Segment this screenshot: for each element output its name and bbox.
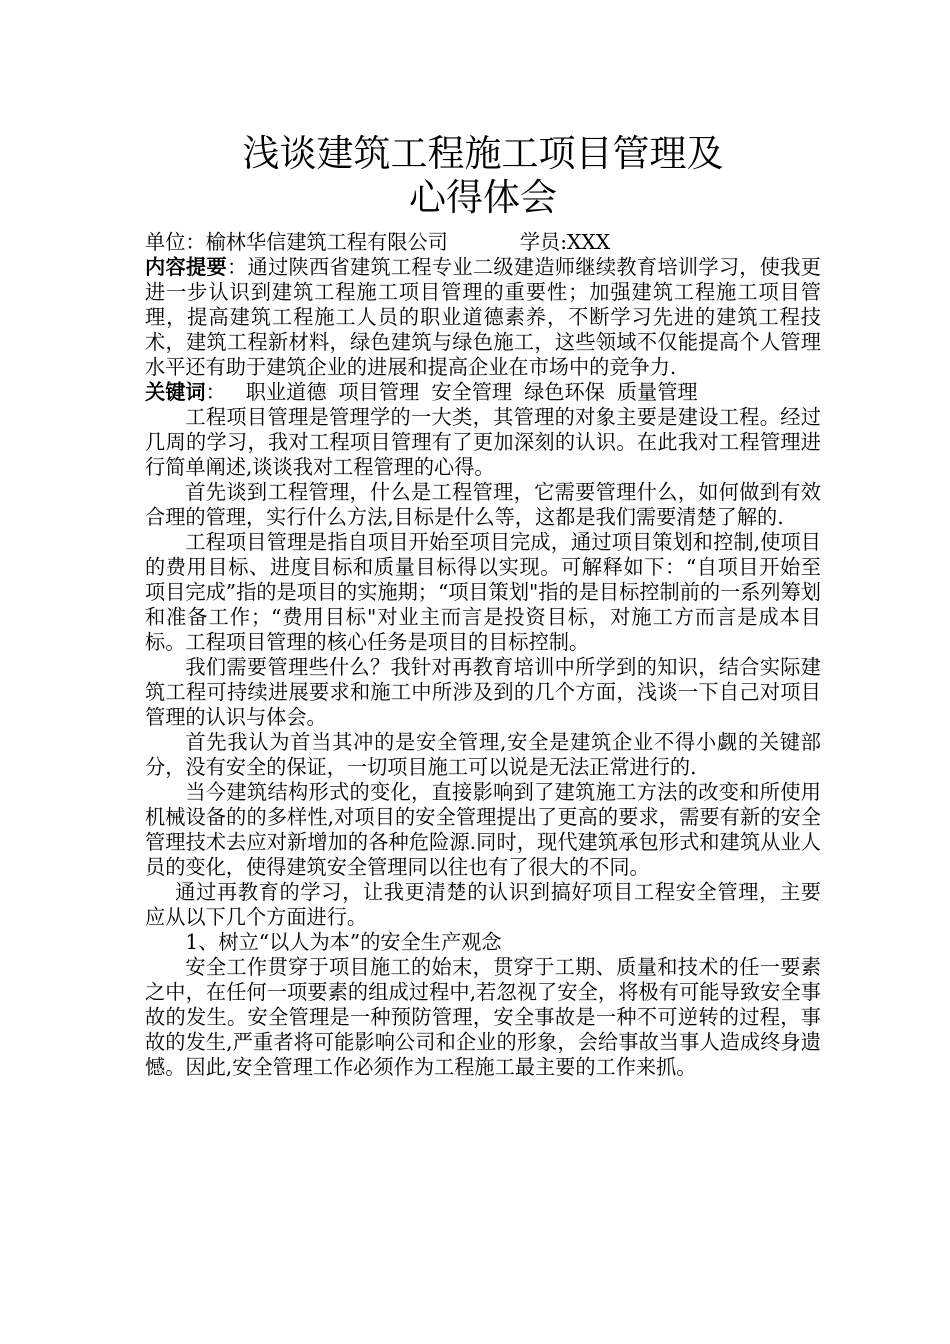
paragraph: 工程项目管理是管理学的一大类，其管理的对象主要是建设工程。经过几周的学习，我对工程项目管理有了更加深刻的认识。在此我对工程管理进行简单阐述,谈谈我对工程管理的心得。 — [145, 405, 821, 479]
paragraph: 安全工作贯穿于项目施工的始末，贯穿于工期、质量和技术的任一要素之中，在任何一项要素的组成过程中,若忽视了安全，将极有可能导致安全事故的发生。安全管理是一种预防管理，安全事故是一种不可逆转的过程，事故的发生,严重者将可能影响公司和企业的形象，会给事故当事人造成终身遗憾。因此,安全管理工作必须作为工程施工最主要的工作来抓。 — [145, 955, 821, 1079]
paragraph: 我们需要管理些什么？我针对再教育培训中所学到的知识，结合实际建筑工程可持续进展要求和施工中所涉及到的几个方面，浅谈一下自己对项目管理的认识与体会。 — [145, 655, 821, 729]
unit-text: 单位：榆林华信建筑工程有限公司 — [145, 230, 448, 254]
author-info — [145, 230, 821, 255]
student-text: 学员:XXX — [519, 230, 611, 254]
title-line-2: 心得体会 — [409, 176, 557, 219]
paragraph: 通过再教育的学习，让我更清楚的认识到搞好项目工程安全管理，主要应从以下几个方面进行。 — [145, 880, 821, 929]
title-line-1: 浅谈建筑工程施工项目管理及 — [242, 132, 724, 175]
abstract-label: 内容提要 — [145, 255, 227, 279]
abstract-text: 通过陕西省建筑工程专业二级建造师继续教育培训学习，使我更进一步认识到建筑工程施工项目管理的重要性；加强建筑工程施工项目管理，提高建筑工程施工人员的职业道德素养，不断学习先进的建筑工程技术，建筑工程新材料，绿色建筑与绿色施工，这些领域不仅能提高个人管理水平还有助于建筑企业的进展和提高企业在市场中的竞争力. — [145, 255, 821, 379]
keywords-colon: ： — [205, 380, 226, 404]
info-spacer — [448, 230, 520, 255]
keyword-item: 质量管理 — [616, 380, 698, 404]
keywords — [145, 380, 821, 405]
section-heading: 1、树立“以人为本”的安全生产观念 — [185, 930, 502, 954]
abstract-colon: ： — [226, 255, 248, 279]
keyword-item: 安全管理 — [431, 380, 513, 404]
paragraph: 首先谈到工程管理，什么是工程管理，它需要管理什么，如何做到有效合理的管理，实行什么方法,目标是什么等，这都是我们需要清楚了解的. — [145, 480, 821, 529]
paragraph: 当今建筑结构形式的变化，直接影响到了建筑施工方法的改变和所使用机械设备的的多样性,对项目的安全管理提出了更高的要求，需要有新的安全管理技术去应对新增加的各种危险源.同时，现代建筑承包形式和建筑从业人员的变化，使得建筑安全管理同以往也有了很大的不同。 — [145, 780, 821, 879]
document-page — [145, 120, 821, 1080]
keyword-item: 绿色环保 — [524, 380, 605, 404]
abstract — [145, 255, 821, 380]
document-body — [145, 230, 821, 1080]
keyword-item: 职业道德 — [245, 380, 327, 404]
keyword-item: 项目管理 — [338, 380, 420, 404]
keywords-label: 关键词 — [145, 380, 206, 404]
paragraph: 工程项目管理是指自项目开始至项目完成，通过项目策划和控制,使项目的费用目标、进度目标和质量目标得以实现。可解释如下：“自项目开始至项目完成”指的是项目的实施期；“项目策划"指的是目标控制前的一系列筹划和准备工作；“费用目标"对业主而言是投资目标，对施工方而言是成本目标。工程项目管理的核心任务是项目的目标控制。 — [145, 530, 821, 654]
paragraph: 首先我认为首当其冲的是安全管理,安全是建筑企业不得小觑的关键部分，没有安全的保证，一切项目施工可以说是无法正常进行的. — [145, 730, 821, 779]
document-title — [145, 132, 821, 220]
